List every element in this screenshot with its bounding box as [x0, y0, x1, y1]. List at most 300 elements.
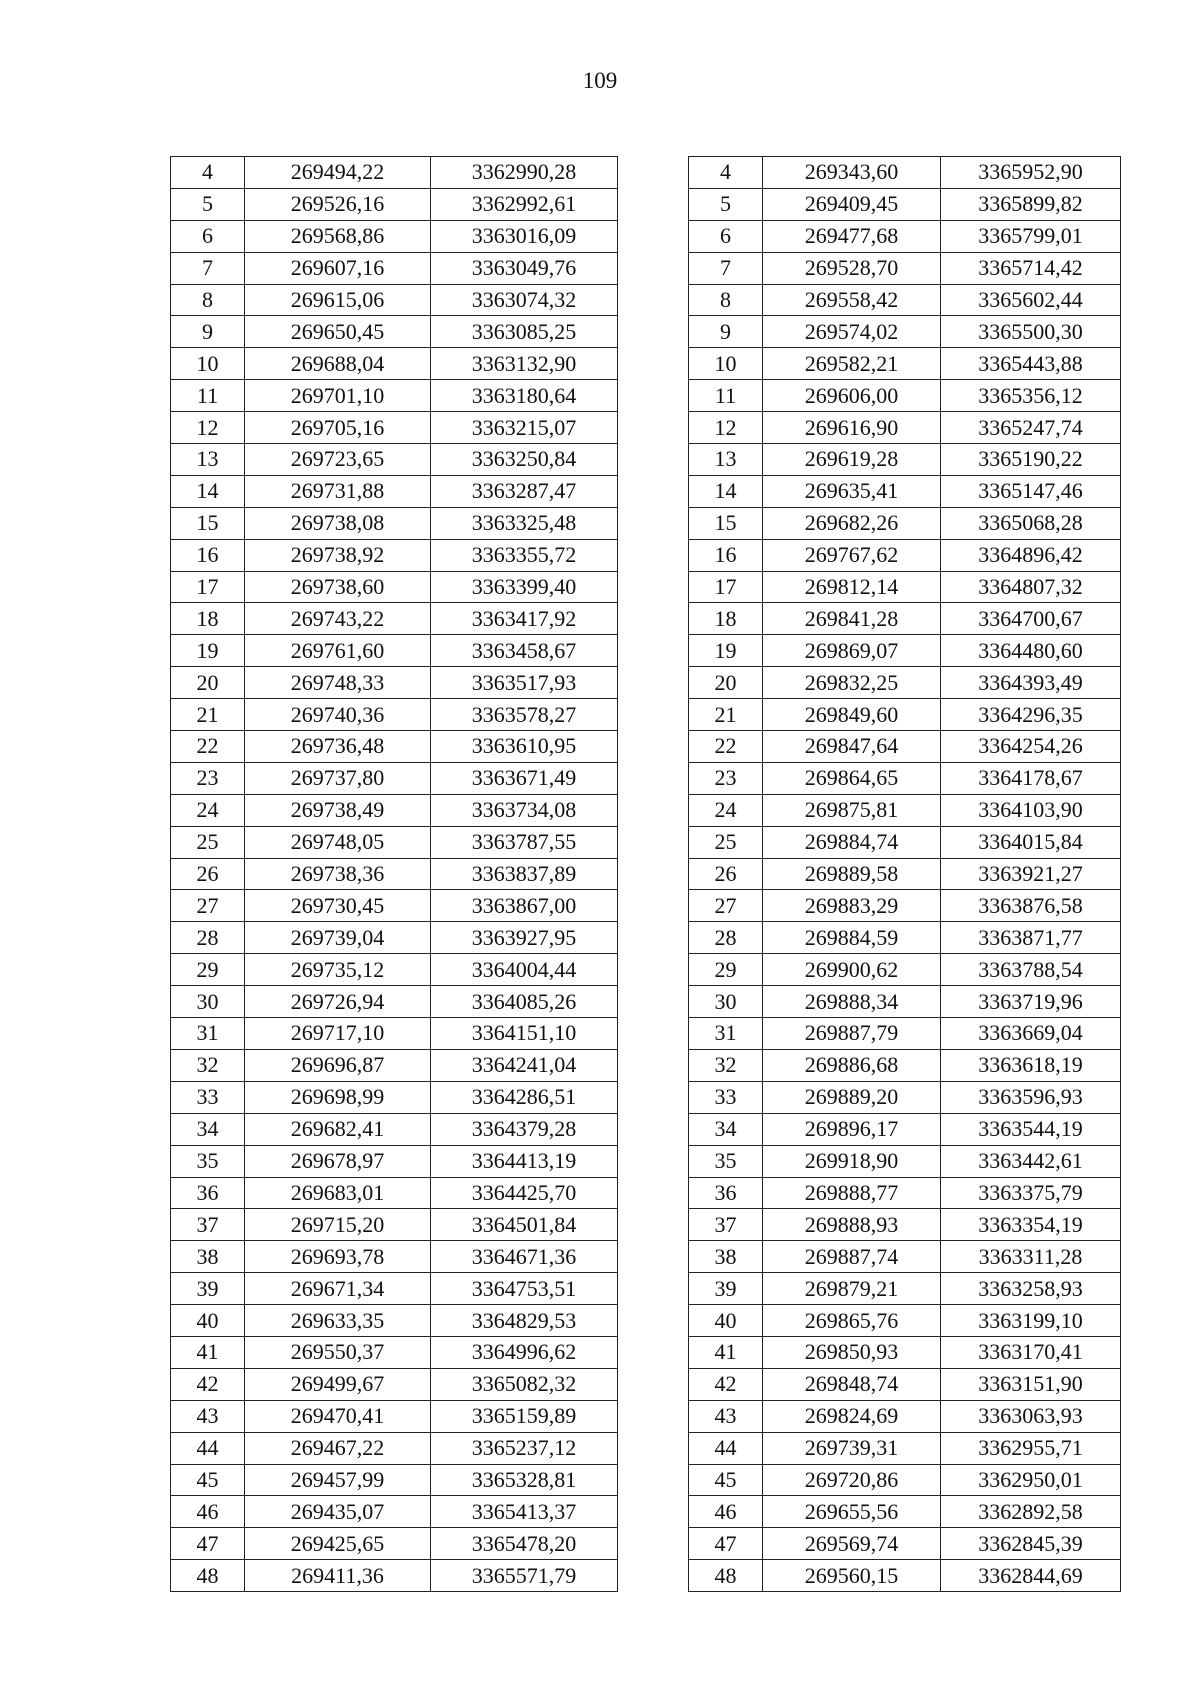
point-number-cell: 23: [689, 762, 763, 794]
table-row: [171, 444, 618, 476]
table-row: [171, 475, 618, 507]
y-coordinate-cell: 3364286,51: [431, 1081, 618, 1113]
y-coordinate-cell: 3363517,93: [431, 667, 618, 699]
table-row: [689, 1273, 1121, 1305]
point-number-cell: 21: [689, 699, 763, 731]
y-coordinate-cell: 3364241,04: [431, 1049, 618, 1081]
y-coordinate-cell: 3365952,90: [941, 157, 1121, 189]
point-number-cell: 22: [689, 731, 763, 763]
x-coordinate-cell: 269435,07: [245, 1496, 431, 1528]
coordinates-table-right: [688, 156, 1121, 1592]
x-coordinate-cell: 269688,04: [245, 348, 431, 380]
point-number-cell: 40: [689, 1305, 763, 1337]
point-number-cell: 46: [171, 1496, 245, 1528]
x-coordinate-cell: 269633,35: [245, 1305, 431, 1337]
y-coordinate-cell: 3365190,22: [941, 444, 1121, 476]
x-coordinate-cell: 269864,65: [763, 762, 941, 794]
x-coordinate-cell: 269409,45: [763, 188, 941, 220]
point-number-cell: 20: [689, 667, 763, 699]
table-row: [171, 858, 618, 890]
x-coordinate-cell: 269900,62: [763, 954, 941, 986]
table-row: [171, 954, 618, 986]
point-number-cell: 44: [689, 1432, 763, 1464]
x-coordinate-cell: 269738,49: [245, 794, 431, 826]
point-number-cell: 41: [171, 1336, 245, 1368]
table-row: [171, 1113, 618, 1145]
table-row: [689, 1496, 1121, 1528]
y-coordinate-cell: 3362955,71: [941, 1432, 1121, 1464]
point-number-cell: 16: [689, 539, 763, 571]
point-number-cell: 11: [689, 380, 763, 412]
table-row: [171, 507, 618, 539]
point-number-cell: 29: [689, 954, 763, 986]
y-coordinate-cell: 3365328,81: [431, 1464, 618, 1496]
x-coordinate-cell: 269705,16: [245, 412, 431, 444]
x-coordinate-cell: 269886,68: [763, 1049, 941, 1081]
y-coordinate-cell: 3364085,26: [431, 986, 618, 1018]
y-coordinate-cell: 3363544,19: [941, 1113, 1121, 1145]
y-coordinate-cell: 3365356,12: [941, 380, 1121, 412]
table-row: [689, 444, 1121, 476]
x-coordinate-cell: 269748,05: [245, 826, 431, 858]
x-coordinate-cell: 269888,77: [763, 1177, 941, 1209]
y-coordinate-cell: 3363287,47: [431, 475, 618, 507]
x-coordinate-cell: 269467,22: [245, 1432, 431, 1464]
point-number-cell: 42: [689, 1368, 763, 1400]
x-coordinate-cell: 269343,60: [763, 157, 941, 189]
y-coordinate-cell: 3365500,30: [941, 316, 1121, 348]
table-row: [171, 1241, 618, 1273]
y-coordinate-cell: 3364178,67: [941, 762, 1121, 794]
y-coordinate-cell: 3364015,84: [941, 826, 1121, 858]
point-number-cell: 20: [171, 667, 245, 699]
x-coordinate-cell: 269720,86: [763, 1464, 941, 1496]
y-coordinate-cell: 3365147,46: [941, 475, 1121, 507]
table-row: [171, 762, 618, 794]
y-coordinate-cell: 3365247,74: [941, 412, 1121, 444]
x-coordinate-cell: 269761,60: [245, 635, 431, 667]
x-coordinate-cell: 269738,92: [245, 539, 431, 571]
table-row: [689, 475, 1121, 507]
y-coordinate-cell: 3364896,42: [941, 539, 1121, 571]
table-row: [689, 731, 1121, 763]
point-number-cell: 29: [171, 954, 245, 986]
table-row: [689, 922, 1121, 954]
x-coordinate-cell: 269606,00: [763, 380, 941, 412]
point-number-cell: 12: [171, 412, 245, 444]
y-coordinate-cell: 3364004,44: [431, 954, 618, 986]
y-coordinate-cell: 3363049,76: [431, 252, 618, 284]
y-coordinate-cell: 3364501,84: [431, 1209, 618, 1241]
y-coordinate-cell: 3363876,58: [941, 890, 1121, 922]
table-row: [689, 762, 1121, 794]
table-row: [171, 635, 618, 667]
point-number-cell: 26: [171, 858, 245, 890]
y-coordinate-cell: 3362990,28: [431, 157, 618, 189]
y-coordinate-cell: 3363063,93: [941, 1400, 1121, 1432]
x-coordinate-cell: 269558,42: [763, 284, 941, 316]
x-coordinate-cell: 269682,41: [245, 1113, 431, 1145]
y-coordinate-cell: 3365571,79: [431, 1560, 618, 1592]
y-coordinate-cell: 3364103,90: [941, 794, 1121, 826]
x-coordinate-cell: 269550,37: [245, 1336, 431, 1368]
x-coordinate-cell: 269528,70: [763, 252, 941, 284]
point-number-cell: 18: [689, 603, 763, 635]
point-number-cell: 34: [171, 1113, 245, 1145]
point-number-cell: 33: [171, 1081, 245, 1113]
x-coordinate-cell: 269650,45: [245, 316, 431, 348]
point-number-cell: 24: [689, 794, 763, 826]
table-row: [171, 986, 618, 1018]
y-coordinate-cell: 3363867,00: [431, 890, 618, 922]
x-coordinate-cell: 269918,90: [763, 1145, 941, 1177]
y-coordinate-cell: 3362844,69: [941, 1560, 1121, 1592]
point-number-cell: 5: [171, 188, 245, 220]
point-number-cell: 14: [171, 475, 245, 507]
x-coordinate-cell: 269884,59: [763, 922, 941, 954]
x-coordinate-cell: 269499,67: [245, 1368, 431, 1400]
table-row: [171, 220, 618, 252]
x-coordinate-cell: 269875,81: [763, 794, 941, 826]
point-number-cell: 5: [689, 188, 763, 220]
point-number-cell: 16: [171, 539, 245, 571]
table-row: [171, 1432, 618, 1464]
table-row: [689, 348, 1121, 380]
table-row: [689, 1113, 1121, 1145]
y-coordinate-cell: 3363258,93: [941, 1273, 1121, 1305]
point-number-cell: 9: [171, 316, 245, 348]
point-number-cell: 32: [171, 1049, 245, 1081]
y-coordinate-cell: 3364753,51: [431, 1273, 618, 1305]
table-row: [171, 1273, 618, 1305]
y-coordinate-cell: 3364296,35: [941, 699, 1121, 731]
table-row: [689, 1305, 1121, 1337]
y-coordinate-cell: 3363180,64: [431, 380, 618, 412]
y-coordinate-cell: 3364807,32: [941, 571, 1121, 603]
y-coordinate-cell: 3364996,62: [431, 1336, 618, 1368]
table-row: [171, 1049, 618, 1081]
table-row: [171, 1464, 618, 1496]
y-coordinate-cell: 3363354,19: [941, 1209, 1121, 1241]
table-row: [171, 1145, 618, 1177]
x-coordinate-cell: 269693,78: [245, 1241, 431, 1273]
table-row: [689, 316, 1121, 348]
x-coordinate-cell: 269574,02: [763, 316, 941, 348]
x-coordinate-cell: 269696,87: [245, 1049, 431, 1081]
point-number-cell: 45: [689, 1464, 763, 1496]
point-number-cell: 42: [171, 1368, 245, 1400]
x-coordinate-cell: 269869,07: [763, 635, 941, 667]
table-row: [689, 1241, 1121, 1273]
y-coordinate-cell: 3364480,60: [941, 635, 1121, 667]
y-coordinate-cell: 3364413,19: [431, 1145, 618, 1177]
x-coordinate-cell: 269767,62: [763, 539, 941, 571]
y-coordinate-cell: 3362992,61: [431, 188, 618, 220]
y-coordinate-cell: 3363215,07: [431, 412, 618, 444]
point-number-cell: 6: [689, 220, 763, 252]
table-row: [171, 699, 618, 731]
table-row: [689, 986, 1121, 1018]
x-coordinate-cell: 269743,22: [245, 603, 431, 635]
table-row: [171, 826, 618, 858]
y-coordinate-cell: 3363596,93: [941, 1081, 1121, 1113]
point-number-cell: 24: [171, 794, 245, 826]
table-row: [689, 571, 1121, 603]
table-row: [171, 667, 618, 699]
x-coordinate-cell: 269887,74: [763, 1241, 941, 1273]
x-coordinate-cell: 269726,94: [245, 986, 431, 1018]
x-coordinate-cell: 269715,20: [245, 1209, 431, 1241]
point-number-cell: 48: [171, 1560, 245, 1592]
table-row: [689, 603, 1121, 635]
table-row: [171, 603, 618, 635]
point-number-cell: 44: [171, 1432, 245, 1464]
point-number-cell: 7: [689, 252, 763, 284]
point-number-cell: 46: [689, 1496, 763, 1528]
y-coordinate-cell: 3363837,89: [431, 858, 618, 890]
y-coordinate-cell: 3363669,04: [941, 1018, 1121, 1050]
point-number-cell: 36: [689, 1177, 763, 1209]
x-coordinate-cell: 269457,99: [245, 1464, 431, 1496]
coordinates-table-right-body: [689, 157, 1121, 1592]
y-coordinate-cell: 3363199,10: [941, 1305, 1121, 1337]
point-number-cell: 9: [689, 316, 763, 348]
table-row: [689, 284, 1121, 316]
x-coordinate-cell: 269738,08: [245, 507, 431, 539]
x-coordinate-cell: 269896,17: [763, 1113, 941, 1145]
y-coordinate-cell: 3364700,67: [941, 603, 1121, 635]
point-number-cell: 8: [689, 284, 763, 316]
table-row: [171, 1305, 618, 1337]
point-number-cell: 48: [689, 1560, 763, 1592]
point-number-cell: 19: [689, 635, 763, 667]
x-coordinate-cell: 269748,33: [245, 667, 431, 699]
table-row: [689, 1464, 1121, 1496]
point-number-cell: 28: [689, 922, 763, 954]
x-coordinate-cell: 269615,06: [245, 284, 431, 316]
x-coordinate-cell: 269883,29: [763, 890, 941, 922]
point-number-cell: 33: [689, 1081, 763, 1113]
x-coordinate-cell: 269824,69: [763, 1400, 941, 1432]
table-row: [171, 348, 618, 380]
table-row: [171, 1528, 618, 1560]
table-row: [171, 1209, 618, 1241]
x-coordinate-cell: 269619,28: [763, 444, 941, 476]
x-coordinate-cell: 269616,90: [763, 412, 941, 444]
point-number-cell: 31: [689, 1018, 763, 1050]
table-row: [171, 380, 618, 412]
y-coordinate-cell: 3362950,01: [941, 1464, 1121, 1496]
page-number: 109: [582, 68, 618, 93]
table-row: [689, 1432, 1121, 1464]
point-number-cell: 4: [171, 157, 245, 189]
point-number-cell: 26: [689, 858, 763, 890]
table-row: [171, 284, 618, 316]
point-number-cell: 37: [689, 1209, 763, 1241]
y-coordinate-cell: 3363578,27: [431, 699, 618, 731]
point-number-cell: 30: [689, 986, 763, 1018]
x-coordinate-cell: 269635,41: [763, 475, 941, 507]
point-number-cell: 18: [171, 603, 245, 635]
table-row: [171, 731, 618, 763]
x-coordinate-cell: 269887,79: [763, 1018, 941, 1050]
table-row: [171, 188, 618, 220]
y-coordinate-cell: 3363788,54: [941, 954, 1121, 986]
point-number-cell: 27: [171, 890, 245, 922]
table-row: [689, 858, 1121, 890]
point-number-cell: 25: [171, 826, 245, 858]
y-coordinate-cell: 3363132,90: [431, 348, 618, 380]
point-number-cell: 39: [171, 1273, 245, 1305]
table-row: [171, 539, 618, 571]
table-row: [689, 699, 1121, 731]
y-coordinate-cell: 3363671,49: [431, 762, 618, 794]
table-row: [171, 316, 618, 348]
x-coordinate-cell: 269411,36: [245, 1560, 431, 1592]
y-coordinate-cell: 3363375,79: [941, 1177, 1121, 1209]
table-row: [689, 1336, 1121, 1368]
x-coordinate-cell: 269889,20: [763, 1081, 941, 1113]
point-number-cell: 13: [171, 444, 245, 476]
x-coordinate-cell: 269477,68: [763, 220, 941, 252]
y-coordinate-cell: 3363610,95: [431, 731, 618, 763]
x-coordinate-cell: 269737,80: [245, 762, 431, 794]
table-row: [171, 157, 618, 189]
x-coordinate-cell: 269717,10: [245, 1018, 431, 1050]
point-number-cell: 11: [171, 380, 245, 412]
table-row: [689, 252, 1121, 284]
x-coordinate-cell: 269560,15: [763, 1560, 941, 1592]
y-coordinate-cell: 3364151,10: [431, 1018, 618, 1050]
y-coordinate-cell: 3365714,42: [941, 252, 1121, 284]
y-coordinate-cell: 3363016,09: [431, 220, 618, 252]
x-coordinate-cell: 269888,34: [763, 986, 941, 1018]
x-coordinate-cell: 269865,76: [763, 1305, 941, 1337]
table-row: [689, 635, 1121, 667]
y-coordinate-cell: 3363417,92: [431, 603, 618, 635]
x-coordinate-cell: 269879,21: [763, 1273, 941, 1305]
y-coordinate-cell: 3363325,48: [431, 507, 618, 539]
y-coordinate-cell: 3363927,95: [431, 922, 618, 954]
table-row: [171, 1560, 618, 1592]
x-coordinate-cell: 269832,25: [763, 667, 941, 699]
y-coordinate-cell: 3365799,01: [941, 220, 1121, 252]
table-row: [171, 922, 618, 954]
point-number-cell: 22: [171, 731, 245, 763]
table-row: [689, 1177, 1121, 1209]
x-coordinate-cell: 269889,58: [763, 858, 941, 890]
table-row: [689, 1560, 1121, 1592]
table-row: [689, 539, 1121, 571]
table-row: [171, 1400, 618, 1432]
x-coordinate-cell: 269884,74: [763, 826, 941, 858]
table-row: [171, 1368, 618, 1400]
point-number-cell: 6: [171, 220, 245, 252]
point-number-cell: 35: [689, 1145, 763, 1177]
x-coordinate-cell: 269682,26: [763, 507, 941, 539]
y-coordinate-cell: 3365443,88: [941, 348, 1121, 380]
table-row: [689, 188, 1121, 220]
x-coordinate-cell: 269678,97: [245, 1145, 431, 1177]
point-number-cell: 31: [171, 1018, 245, 1050]
y-coordinate-cell: 3364425,70: [431, 1177, 618, 1209]
x-coordinate-cell: 269739,31: [763, 1432, 941, 1464]
coordinates-table-left-body: [171, 157, 618, 1592]
table-row: [171, 1177, 618, 1209]
table-row: [171, 890, 618, 922]
table-row: [689, 826, 1121, 858]
x-coordinate-cell: 269738,60: [245, 571, 431, 603]
point-number-cell: 35: [171, 1145, 245, 1177]
y-coordinate-cell: 3365413,37: [431, 1496, 618, 1528]
coordinates-table-left: [170, 156, 618, 1592]
table-row: [689, 1145, 1121, 1177]
y-coordinate-cell: 3363618,19: [941, 1049, 1121, 1081]
table-row: [689, 507, 1121, 539]
point-number-cell: 39: [689, 1273, 763, 1305]
y-coordinate-cell: 3363458,67: [431, 635, 618, 667]
table-row: [689, 1400, 1121, 1432]
table-row: [689, 667, 1121, 699]
x-coordinate-cell: 269494,22: [245, 157, 431, 189]
table-row: [689, 220, 1121, 252]
y-coordinate-cell: 3364671,36: [431, 1241, 618, 1273]
table-row: [689, 1368, 1121, 1400]
point-number-cell: 37: [171, 1209, 245, 1241]
y-coordinate-cell: 3365068,28: [941, 507, 1121, 539]
point-number-cell: 45: [171, 1464, 245, 1496]
point-number-cell: 12: [689, 412, 763, 444]
table-row: [171, 1081, 618, 1113]
point-number-cell: 32: [689, 1049, 763, 1081]
y-coordinate-cell: 3363355,72: [431, 539, 618, 571]
table-row: [689, 380, 1121, 412]
y-coordinate-cell: 3365478,20: [431, 1528, 618, 1560]
point-number-cell: 21: [171, 699, 245, 731]
x-coordinate-cell: 269425,65: [245, 1528, 431, 1560]
x-coordinate-cell: 269655,56: [763, 1496, 941, 1528]
point-number-cell: 10: [689, 348, 763, 380]
table-row: [689, 157, 1121, 189]
x-coordinate-cell: 269735,12: [245, 954, 431, 986]
y-coordinate-cell: 3365237,12: [431, 1432, 618, 1464]
x-coordinate-cell: 269731,88: [245, 475, 431, 507]
point-number-cell: 41: [689, 1336, 763, 1368]
point-number-cell: 10: [171, 348, 245, 380]
x-coordinate-cell: 269683,01: [245, 1177, 431, 1209]
point-number-cell: 47: [689, 1528, 763, 1560]
x-coordinate-cell: 269812,14: [763, 571, 941, 603]
x-coordinate-cell: 269568,86: [245, 220, 431, 252]
table-row: [689, 412, 1121, 444]
point-number-cell: 47: [171, 1528, 245, 1560]
table-row: [689, 794, 1121, 826]
x-coordinate-cell: 269526,16: [245, 188, 431, 220]
point-number-cell: 38: [171, 1241, 245, 1273]
x-coordinate-cell: 269470,41: [245, 1400, 431, 1432]
x-coordinate-cell: 269847,64: [763, 731, 941, 763]
y-coordinate-cell: 3365159,89: [431, 1400, 618, 1432]
y-coordinate-cell: 3364393,49: [941, 667, 1121, 699]
y-coordinate-cell: 3363787,55: [431, 826, 618, 858]
point-number-cell: 13: [689, 444, 763, 476]
y-coordinate-cell: 3363074,32: [431, 284, 618, 316]
x-coordinate-cell: 269723,65: [245, 444, 431, 476]
table-row: [171, 571, 618, 603]
table-row: [171, 1018, 618, 1050]
point-number-cell: 8: [171, 284, 245, 316]
y-coordinate-cell: 3363085,25: [431, 316, 618, 348]
